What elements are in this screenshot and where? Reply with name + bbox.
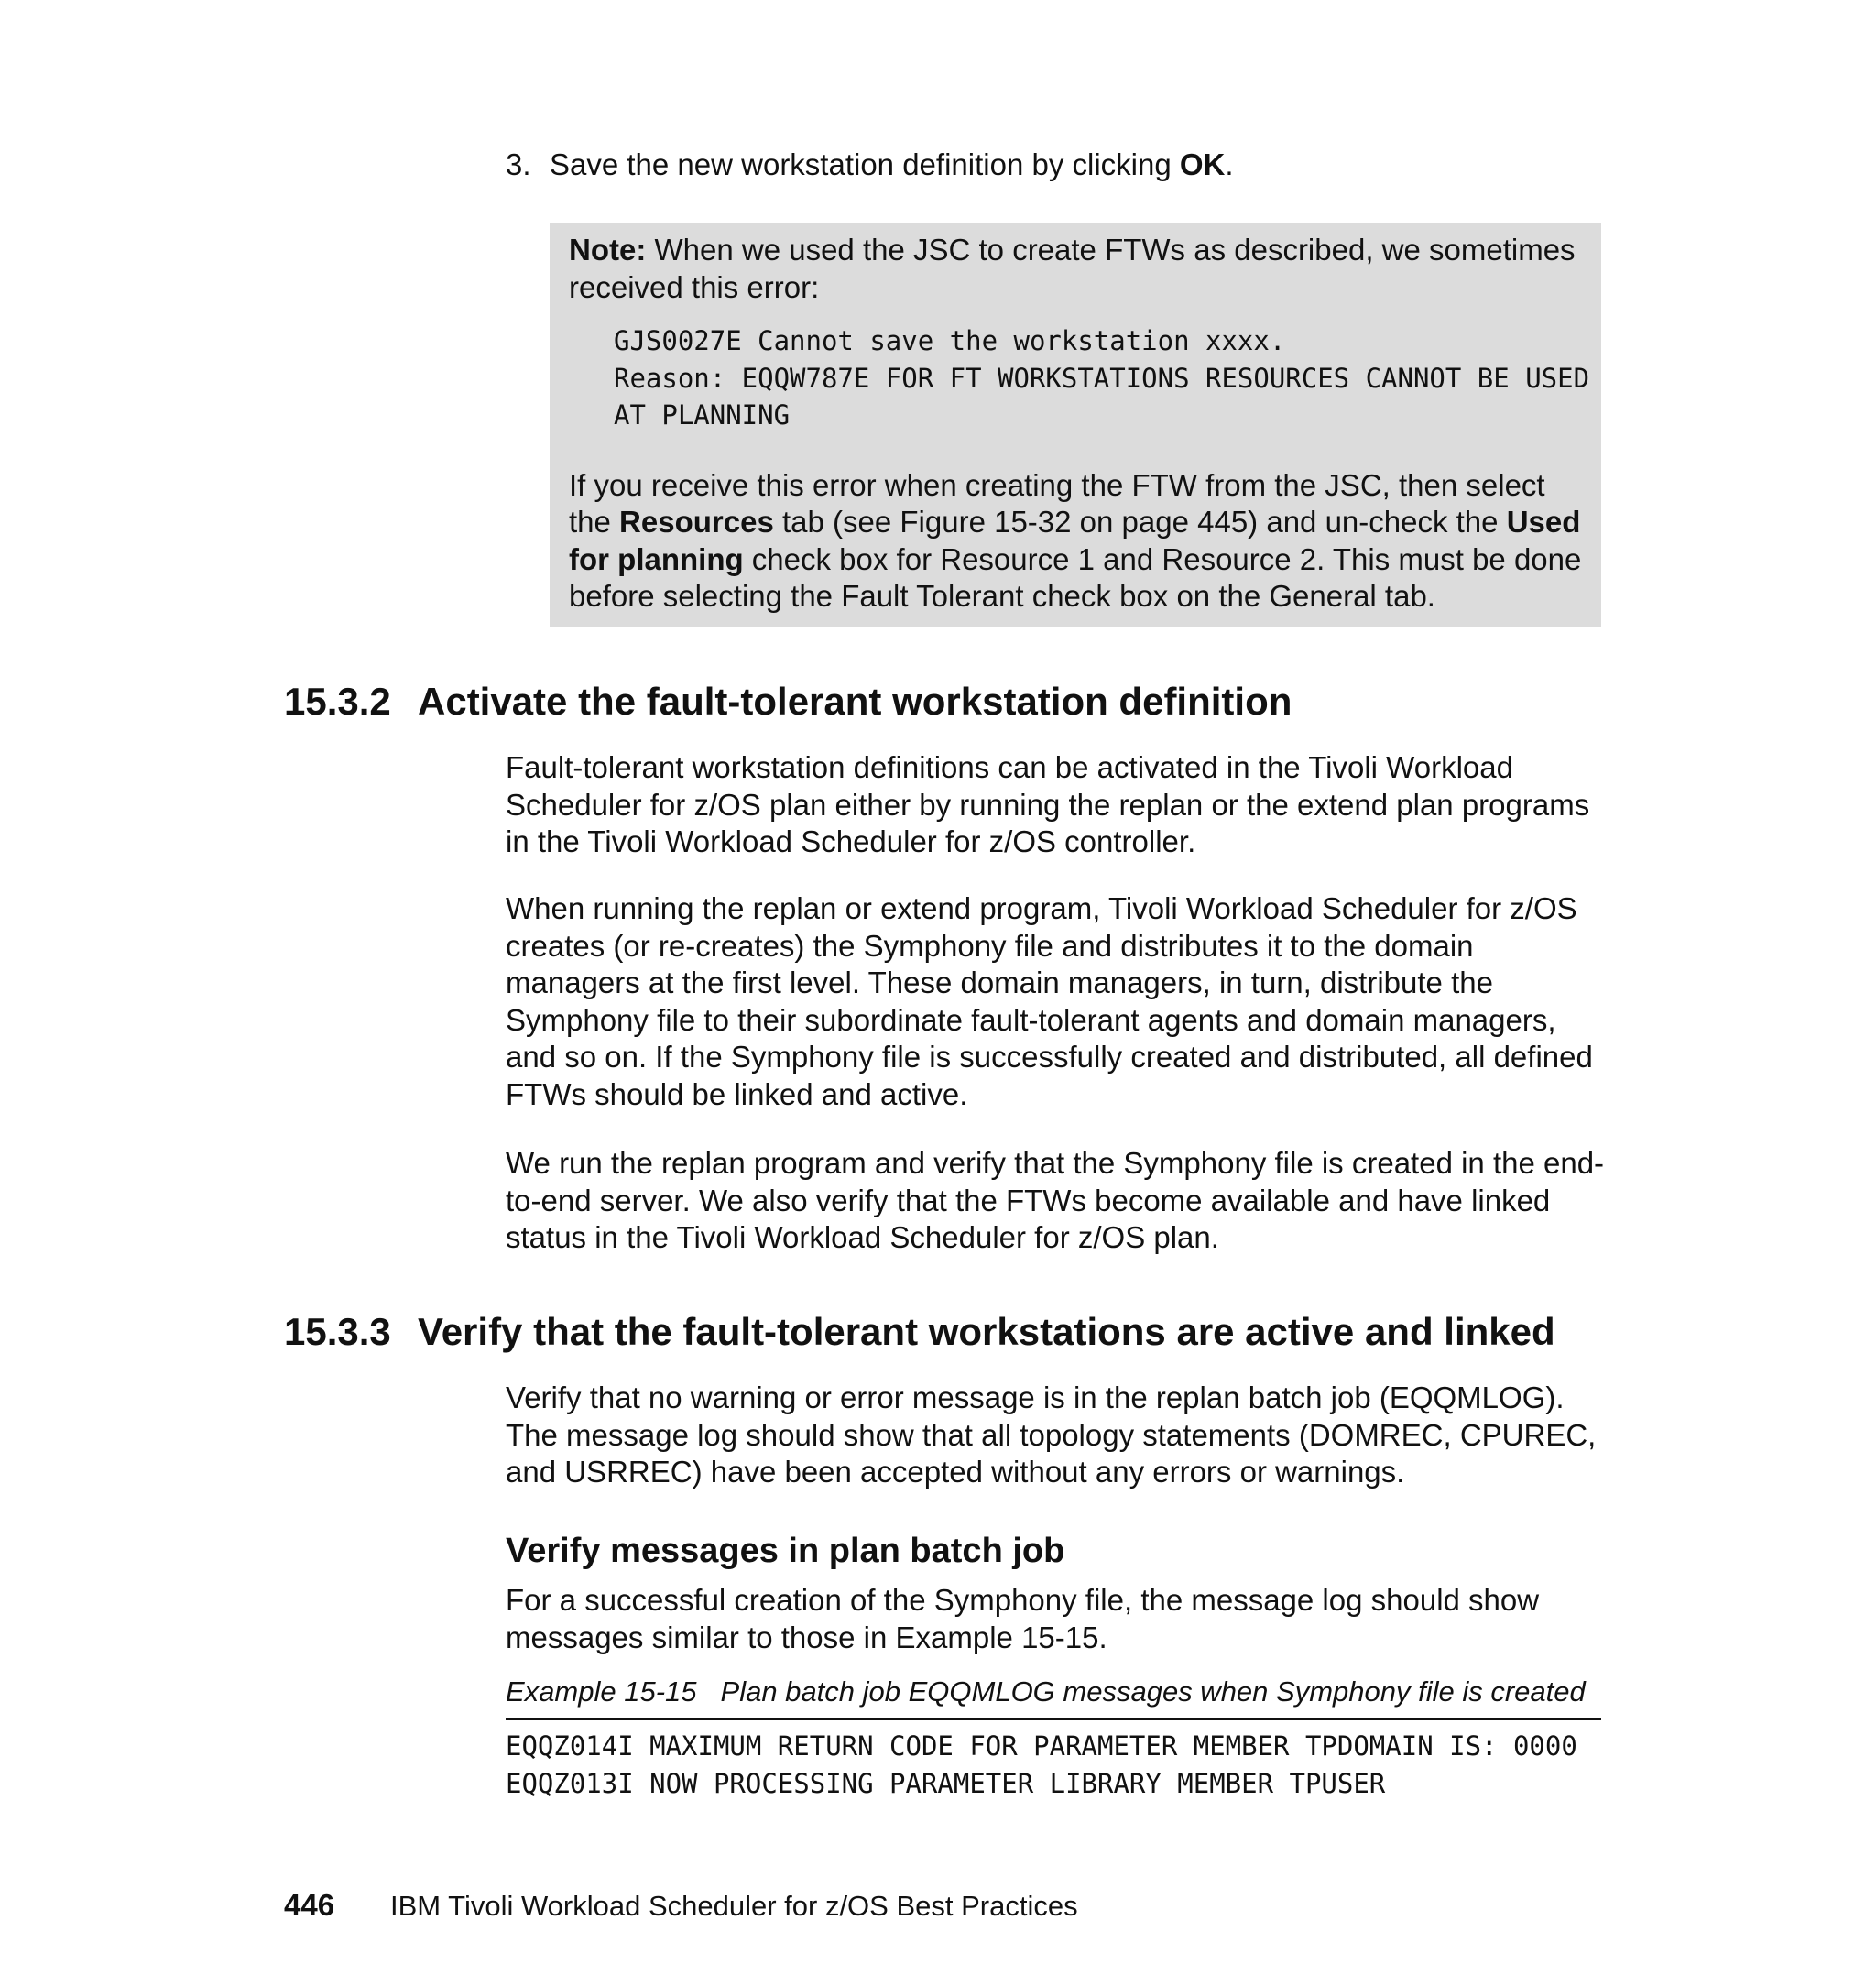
- section-heading-15-3-2: [284, 680, 1292, 724]
- paragraph: Verify that no warning or error message is in the replan batch job (EQQMLOG). The message log should show that all topology statements (DOMREC, CPUREC, and USRREC) have been accepted without any errors or warnings.: [506, 1380, 1597, 1489]
- note-instructions: [569, 467, 1583, 616]
- step-number: 3.: [506, 147, 531, 181]
- note-label: Note:: [569, 233, 647, 267]
- code-line: Reason: EQQW787E FOR FT WORKSTATIONS RESOURCES CANNOT BE USED: [614, 362, 1590, 394]
- note-text: tab (see Figure 15-32 on page 445) and un-check the: [773, 505, 1507, 539]
- code-line: EQQZ013I NOW PROCESSING PARAMETER LIBRARY MEMBER TPUSER: [506, 1768, 1386, 1799]
- note-intro-text: When we used the JSC to create FTWs as described, we sometimes received this error:: [569, 233, 1576, 304]
- section-number: 15.3.2: [284, 680, 391, 723]
- section-title: Verify that the fault-tolerant workstations are active and linked: [418, 1310, 1555, 1353]
- step-text: Save the new workstation definition by clicking: [550, 147, 1180, 181]
- note-text: If you receive this error when creating the FTW from the JSC, then select the: [569, 467, 1545, 539]
- subsection-heading: Verify messages in plan batch job: [506, 1532, 1065, 1570]
- ok-emphasis: OK: [1179, 147, 1226, 181]
- step-period: .: [1225, 147, 1234, 181]
- example-code-block: [506, 1728, 1577, 1803]
- book-title: IBM Tivoli Workload Scheduler for z/OS Best Practices: [390, 1890, 1078, 1922]
- paragraph: Fault-tolerant workstation definitions can be activated in the Tivoli Workload Scheduler for z/OS plan either by running the replan or the extend plan programs in the Tivoli Workload Scheduler for z/OS controller.: [506, 750, 1590, 858]
- section-heading-15-3-3: [284, 1310, 1555, 1354]
- note-text: check box for Resource 1 and Resource 2. This must be done before selecting the Fault Tolerant check box on the General tab.: [569, 541, 1582, 613]
- example-title: Plan batch job EQQMLOG messages when Symphony file is created: [720, 1675, 1586, 1708]
- note-box: [550, 223, 1601, 627]
- paragraph: We run the replan program and verify that the Symphony file is created in the end-to-end server. We also verify that the FTWs become available and have linked status in the Tivoli Workload Scheduler for z/OS plan.: [506, 1146, 1605, 1254]
- paragraph: When running the replan or extend program, Tivoli Workload Scheduler for z/OS creates (or re-creates) the Symphony file and distributes it to the domain managers at the first level. These domain managers, in turn, distribute the Symphony file to their subordinate fault-tolerant agents and domain managers, and so on. If the Symphony file is successfully created and distributed, all defined FTWs should be linked and active.: [506, 891, 1593, 1111]
- example-caption: [506, 1674, 1601, 1720]
- code-line: AT PLANNING: [614, 399, 791, 431]
- paragraph: For a successful creation of the Symphony file, the message log should show messages similar to those in Example 15-15.: [506, 1583, 1540, 1654]
- section-number: 15.3.3: [284, 1310, 391, 1353]
- page-footer: [284, 1887, 1078, 1925]
- resources-emphasis: Resources: [619, 505, 774, 539]
- note-intro: [569, 232, 1583, 306]
- example-label: Example 15-15: [506, 1675, 697, 1708]
- section-title: Activate the fault-tolerant workstation definition: [418, 680, 1292, 723]
- code-line: EQQZ014I MAXIMUM RETURN CODE FOR PARAMETER MEMBER TPDOMAIN IS: 0000: [506, 1730, 1577, 1762]
- code-line: GJS0027E Cannot save the workstation xxxx.: [614, 325, 1286, 356]
- used-for-planning-emphasis: Used for planning: [569, 505, 1581, 576]
- note-error-code: [614, 322, 1590, 434]
- step-3: [506, 147, 1605, 184]
- page-number: 446: [284, 1888, 335, 1922]
